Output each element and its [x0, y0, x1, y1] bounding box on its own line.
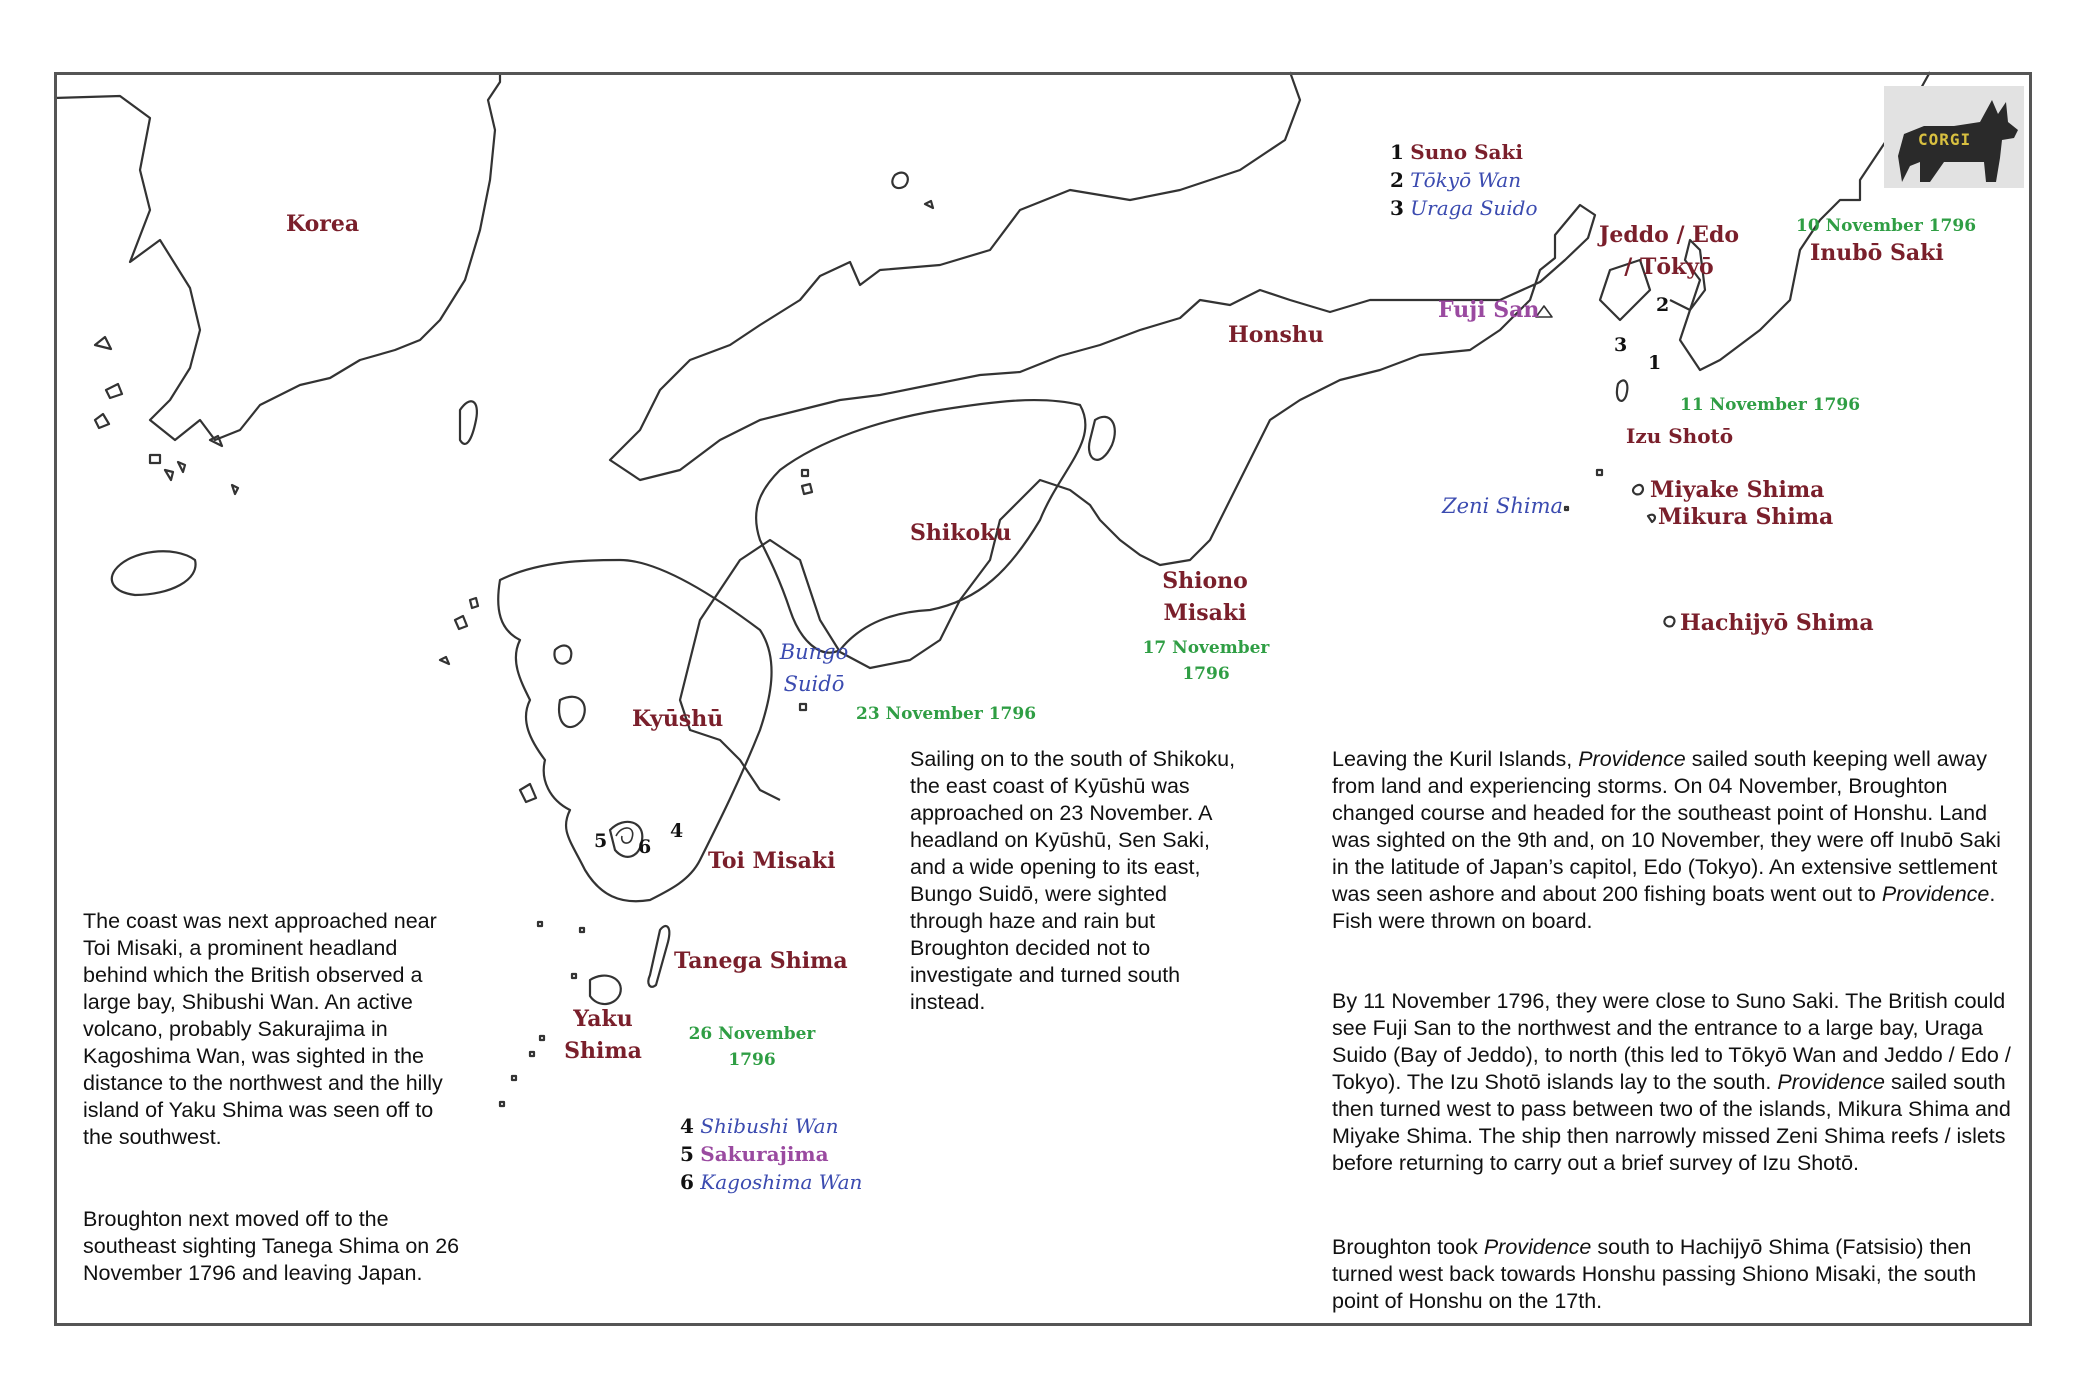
key-number: 4 [680, 1114, 694, 1138]
date-shiono-line1: 17 November [1142, 638, 1270, 658]
key-bottom-item-4 [680, 1112, 862, 1140]
label-fuji-san: Fuji San [1438, 297, 1540, 323]
label-jeddo-line1: Jeddo / Edo [1598, 222, 1740, 248]
label-bungo-line2: Suidō [783, 672, 845, 696]
logo-text: CORGI [1918, 130, 1972, 149]
right-p2-text-b: sailed south then turned west to pass between two of the islands, Mikura Shima and Miyake Shima. The ship then narrowly missed Zeni Shima reefs / islets before returning to carry out a brief survey of Izu Shotō. [1332, 1070, 2011, 1175]
right-paragraph-1 [1332, 746, 2022, 935]
date-tanega-line1: 26 November [688, 1024, 816, 1044]
key-top [1390, 138, 1538, 222]
key-number: 6 [680, 1170, 694, 1194]
right-paragraph-2 [1332, 988, 2022, 1177]
date-shiono-line2: 1796 [1182, 664, 1230, 684]
right-p3-text-b: south to Hachijyō Shima (Fatsisio) then turned west back towards Honshu passing Shiono Misaki, the south point of Honshu on the 17th. [1332, 1235, 1977, 1313]
right-p2-text-a: By 11 November 1796, they were close to Suno Saki. The British could see Fuji San to the northwest and the entrance to a large bay, Uraga Suido (Bay of Jeddo), to north (this led to Tōkyō Wan and Jeddo / Edo / Tokyo). The Izu Shotō islands lay to the south. [1332, 989, 2011, 1094]
key-top-item-3 [1390, 194, 1538, 222]
corgi-logo [1884, 86, 2024, 188]
key-number: 2 [1390, 168, 1404, 192]
label-kyushu: Kyūshū [632, 706, 724, 732]
left-paragraph-1: The coast was next approached near Toi Misaki, a prominent headland behind which the British observed a large bay, Shibushi Wan. An active volcano, probably Sakurajima in Kagoshima Wan, was sighted in the distance to the northwest and the hilly island of Yaku Shima was seen off to the southwest. [83, 909, 443, 1149]
marker-sakurajima: 5 [594, 830, 608, 852]
key-name: Suno Saki [1410, 140, 1523, 164]
key-name: Shibushi Wan [700, 1114, 839, 1138]
label-yaku-line2: Shima [564, 1038, 642, 1064]
label-honshu: Honshu [1228, 322, 1324, 348]
label-inubo-saki: Inubō Saki [1810, 240, 1944, 266]
right-p1-text-c: . Fish were thrown on board. [1332, 882, 1996, 933]
date-inubo: 10 November 1796 [1796, 216, 1977, 236]
label-jeddo [1598, 222, 1740, 248]
key-bottom-item-6 [680, 1168, 862, 1196]
ship-name: Providence [1777, 1070, 1885, 1094]
key-number: 1 [1390, 140, 1404, 164]
key-number: 5 [680, 1142, 694, 1166]
ship-name: Providence [1578, 747, 1686, 771]
label-bungo-line1: Bungo [779, 640, 849, 664]
right-p1-text-a: Leaving the Kuril Islands, [1332, 747, 1579, 771]
right-p3-text-a: Broughton took [1332, 1235, 1484, 1259]
label-shiono-line1: Shiono [1162, 568, 1248, 594]
label-jeddo-line2: / Tōkyō [1624, 254, 1714, 280]
ship-name: Providence [1483, 1235, 1592, 1259]
marker-suno: 1 [1648, 352, 1662, 374]
key-top-item-2 [1390, 166, 1538, 194]
key-number: 3 [1390, 196, 1404, 220]
key-top-item-1 [1390, 138, 1538, 166]
ship-name: Providence [1881, 882, 1990, 906]
key-name: Tōkyō Wan [1410, 168, 1522, 192]
label-yaku-line1: Yaku [573, 1006, 633, 1032]
right-p1-text-b: sailed south keeping well away from land and experiencing storms. On 04 November, Broughton changed course and headed for the southeast point of Honshu. Land was sighted on the 9th and, on 10 November, they were off Inubō Saki in the latitude of Japan’s capitol, Edo (Tokyo). An extensive settlement was seen ashore and about 200 fishing boats went out to [1332, 747, 2001, 906]
key-bottom-item-5 [680, 1140, 862, 1168]
key-name: Sakurajima [700, 1142, 829, 1166]
date-tanega-line2: 1796 [728, 1050, 776, 1070]
label-tanega-shima: Tanega Shima [674, 948, 848, 974]
left-paragraph-2: Broughton next moved off to the southeast sighting Tanega Shima on 26 November 1796 and leaving Japan. [83, 1207, 460, 1285]
middle-paragraph: Sailing on to the south of Shikoku, the east coast of Kyūshū was approached on 23 November. A headland on Kyūshū, Sen Saki, and a wide opening to its east, Bungo Suidō, were sighted through haze and rain but Broughton decided not to investigate and turned south instead. [910, 747, 1236, 1014]
label-jeddo-2 [1598, 254, 1740, 280]
label-hachijyo-shima: Hachijyō Shima [1680, 610, 1874, 636]
date-bungo: 23 November 1796 [856, 704, 1037, 724]
label-korea: Korea [286, 211, 360, 237]
label-shiono-line2: Misaki [1163, 600, 1247, 626]
marker-uraga: 3 [1614, 334, 1628, 356]
label-zeni-shima: Zeni Shima [1442, 494, 1563, 518]
label-shikoku: Shikoku [910, 520, 1012, 546]
marker-shibushi: 4 [670, 820, 684, 842]
key-bottom [680, 1112, 862, 1196]
marker-tokyo-wan: 2 [1656, 294, 1670, 316]
date-izu: 11 November 1796 [1680, 395, 1861, 415]
label-izu-shoto: Izu Shotō [1626, 424, 1734, 448]
label-mikura-shima: Mikura Shima [1658, 504, 1834, 530]
label-miyake-shima: Miyake Shima [1650, 477, 1825, 503]
label-toi-misaki: Toi Misaki [708, 848, 836, 874]
marker-kagoshima: 6 [638, 836, 652, 858]
key-name: Uraga Suido [1410, 196, 1538, 220]
key-name: Kagoshima Wan [700, 1170, 863, 1194]
right-paragraph-3 [1332, 1234, 2022, 1315]
